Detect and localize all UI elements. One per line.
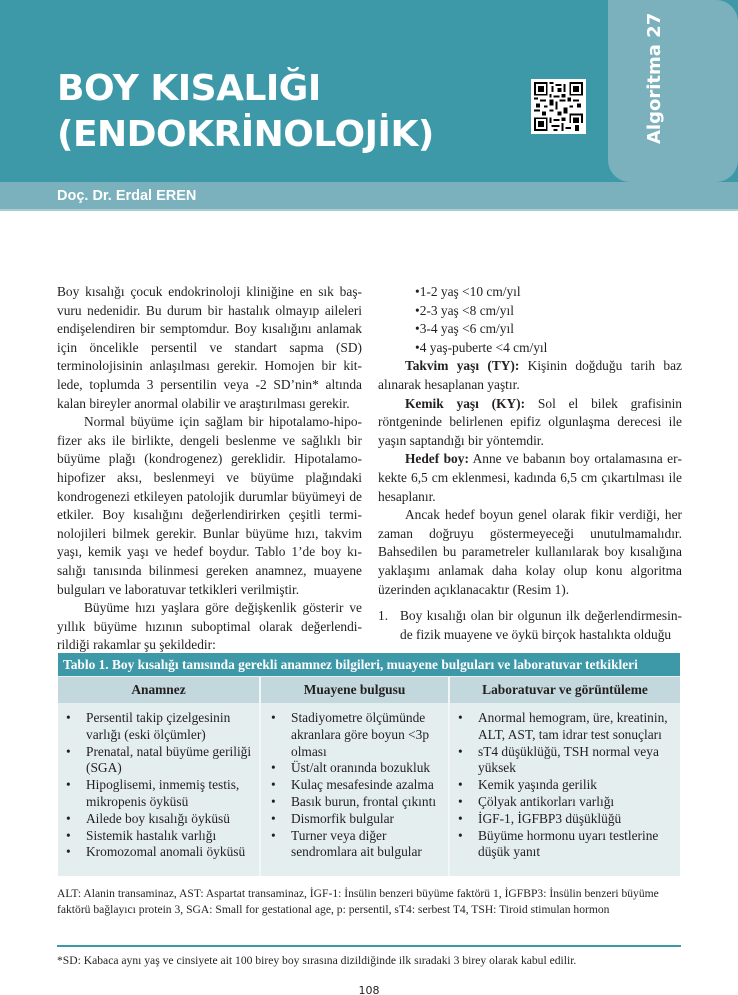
definition-bone-age: [378, 395, 682, 451]
paragraph-intro: Boy kısalığı çocuk endokrinoloji kliniğine en sık başvuru nedenidir. Bu durum bir hastalık olmayıp aileleri endişelendiren bir semptomdur. Boy kısalığını anlamak için öncelikle persentil ve standart sapma (SD) terminolojisinin anlaşılması gerekir. Homojen bir kitlede, toplumda 3 persentilin veya -2 SD’nin* altında kalan bireyler anormal olabilir ve araştırılması gerekir.: [57, 284, 362, 411]
numbered-item: [378, 607, 682, 644]
list-item: • İGF-1, İGFBP3 düşüklüğü: [458, 811, 674, 828]
footnote: *SD: Kabaca aynı yaş ve cinsiyete ait 100 birey boy sırasına dizildiğinde ilk sıradaki 3 birey olarak kabul edilir.: [57, 954, 577, 967]
term: Hedef boy:: [405, 451, 469, 467]
list-item: • Sistemik hastalık varlığı: [66, 828, 253, 845]
definition-chronological-age: [378, 357, 682, 394]
column-header-laboratory: Laboratuvar ve görüntüleme: [482, 682, 648, 697]
page-number: 108: [358, 984, 380, 995]
author-bar: [0, 182, 738, 211]
growth-rate-list: [378, 283, 682, 357]
algorithm-tab-label: Algoritma 27: [644, 12, 665, 144]
list-item: • Büyüme hormonu uyarı testlerine düşük yanıt: [458, 828, 674, 862]
list-item: • Kulaç mesafesinde azalma: [271, 777, 442, 794]
paragraph-however: Ancak hedef boyun genel olarak fikir verdiği, her zaman doğruyu göstermeyeceği unutulmamalıdır. Bahsedilen bu parametreler kullanılarak boy kısalığına yaklaşımı anlamak daha kolay olup konu algoritma üzerinden açıklanacaktır (Resim 1).: [378, 507, 682, 597]
paragraph-growth-rate: Büyüme hızı yaşlara göre değişkenlik gösterir ve yıllık büyüme hızının suboptimal olarak değerlendirildiği rakamlar şu şekildedir:: [57, 600, 362, 653]
list-item: • Anormal hemogram, üre, kreatinin, ALT, AST, tam idrar test sonuçları: [458, 710, 674, 744]
table-header-row: [58, 677, 680, 703]
table-row: [58, 703, 680, 876]
list-item: • 1-2 yaş <10 cm/yıl: [415, 283, 682, 302]
list-item: • 3-4 yaş <6 cm/yıl: [415, 320, 682, 339]
cell-laboratory: [450, 703, 680, 876]
column-header-anamnesis: Anamnez: [58, 677, 261, 703]
list-item: • Hipoglisemi, inmemiş testis, mikropenis öyküsü: [66, 777, 253, 811]
algorithm-tab: [608, 0, 738, 182]
chapter-title-line-2: (ENDOKRİNOLOJİK): [57, 114, 434, 155]
author-name: Doç. Dr. Erdal EREN: [57, 188, 197, 204]
cell-examination: [261, 703, 450, 876]
definition: Kişinin doğduğu tarih baz alınarak hesaplanan yaştır.: [378, 358, 682, 392]
footnote-divider: [57, 945, 681, 947]
term: Takvim yaşı (TY):: [405, 358, 520, 374]
table-1: [58, 653, 680, 876]
definition: Sol el bilek grafisinin röntgeninde belirlenen epifiz olgunlaşma derecesi ile yaşın saptandığı bir yöntemdir.: [378, 395, 682, 448]
definition: Anne ve babanın boy ortalamasına erkekte 6,5 cm eklenmesi, kadında 6,5 cm çıkartılması ile hesaplanır.: [378, 451, 683, 504]
list-item: • Kromozomal anomali öyküsü: [66, 844, 253, 861]
paragraph-normal-growth: Normal büyüme için sağlam bir hipotalamo-hipofizer aks ile birlikte, dengeli beslenme ve sağlıklı bir büyüme plağı (kondrogenez) gereklidir. Hipotalamo-hipofizer aksı, beslenmeyi ve büyüme plağındaki kondrogenezi etkileyen patolojik durumlar büyümeyi de etkiler. Boy kısalığını değerlendirirken çeşitli terminolojileri bilmek gerekir. Bunlar büyüme hızı, takvim yaşı, kemik yaşı ve hedef boydur. Tablo 1’de boy kısalığı tanısında bilinmesi gereken anamnez, muayene bulguları ve laboratuvar tetkikleri verilmiştir.: [57, 414, 362, 597]
table-abbreviations: ALT: Alanin transaminaz, AST: Aspartat transaminaz, İGF-1: İnsülin benzeri büyüme faktörü 1, İGFBP3: İnsülin benzeri büyüme faktörü bağlayıcı protein 3, SGA: Small for gestational age, p: persentil, sT4: serbest T4, TSH: Tiroid stimulan hormon: [57, 887, 659, 916]
list-item: • 2-3 yaş <8 cm/yıl: [415, 302, 682, 321]
term: Kemik yaşı (KY):: [405, 395, 526, 411]
qr-code-icon[interactable]: [531, 79, 586, 134]
numbered-list: [378, 607, 682, 644]
list-item: • sT4 düşüklüğü, TSH normal veya yüksek: [458, 744, 674, 778]
chapter-title-line-1: BOY KISALIĞI: [57, 68, 321, 109]
list-item: • Çölyak antikorları varlığı: [458, 794, 674, 811]
cell-anamnesis: [58, 703, 261, 876]
left-column: [57, 283, 362, 655]
chapter-title: [57, 66, 434, 158]
list-item: • Ailede boy kısalığı öyküsü: [66, 811, 253, 828]
table-title: Tablo 1. Boy kısalığı tanısında gerekli anamnez bilgileri, muayene bulguları ve laboratuvar tetkikleri: [58, 653, 680, 677]
list-item: • Persentil takip çizelgesinin varlığı (eski ölçümler): [66, 710, 253, 744]
right-column: [378, 283, 682, 644]
list-item: • 4 yaş-puberte <4 cm/yıl: [415, 339, 682, 358]
list-item: • Stadiyometre ölçümünde akranlara göre boyun <3p olması: [271, 710, 442, 760]
list-item: • Üst/alt oranında bozukluk: [271, 760, 442, 777]
list-item: • Basık burun, frontal çıkıntı: [271, 794, 442, 811]
chapter-header: [0, 0, 738, 182]
list-item: • Turner veya diğer sendromlara ait bulgular: [271, 828, 442, 862]
item-text: Boy kısalığı olan bir olgunun ilk değerlendirmesinde fizik muayene ve öykü birçok hastalıkta olduğu: [400, 608, 682, 642]
list-item: • Dismorfik bulgular: [271, 811, 442, 828]
list-item: • Kemik yaşında gerilik: [458, 777, 674, 794]
list-item: • Prenatal, natal büyüme geriliği (SGA): [66, 744, 253, 778]
column-header-examination: Muayene bulgusu: [261, 677, 450, 703]
item-number: 1.: [378, 608, 389, 624]
definition-target-height: [378, 450, 682, 506]
